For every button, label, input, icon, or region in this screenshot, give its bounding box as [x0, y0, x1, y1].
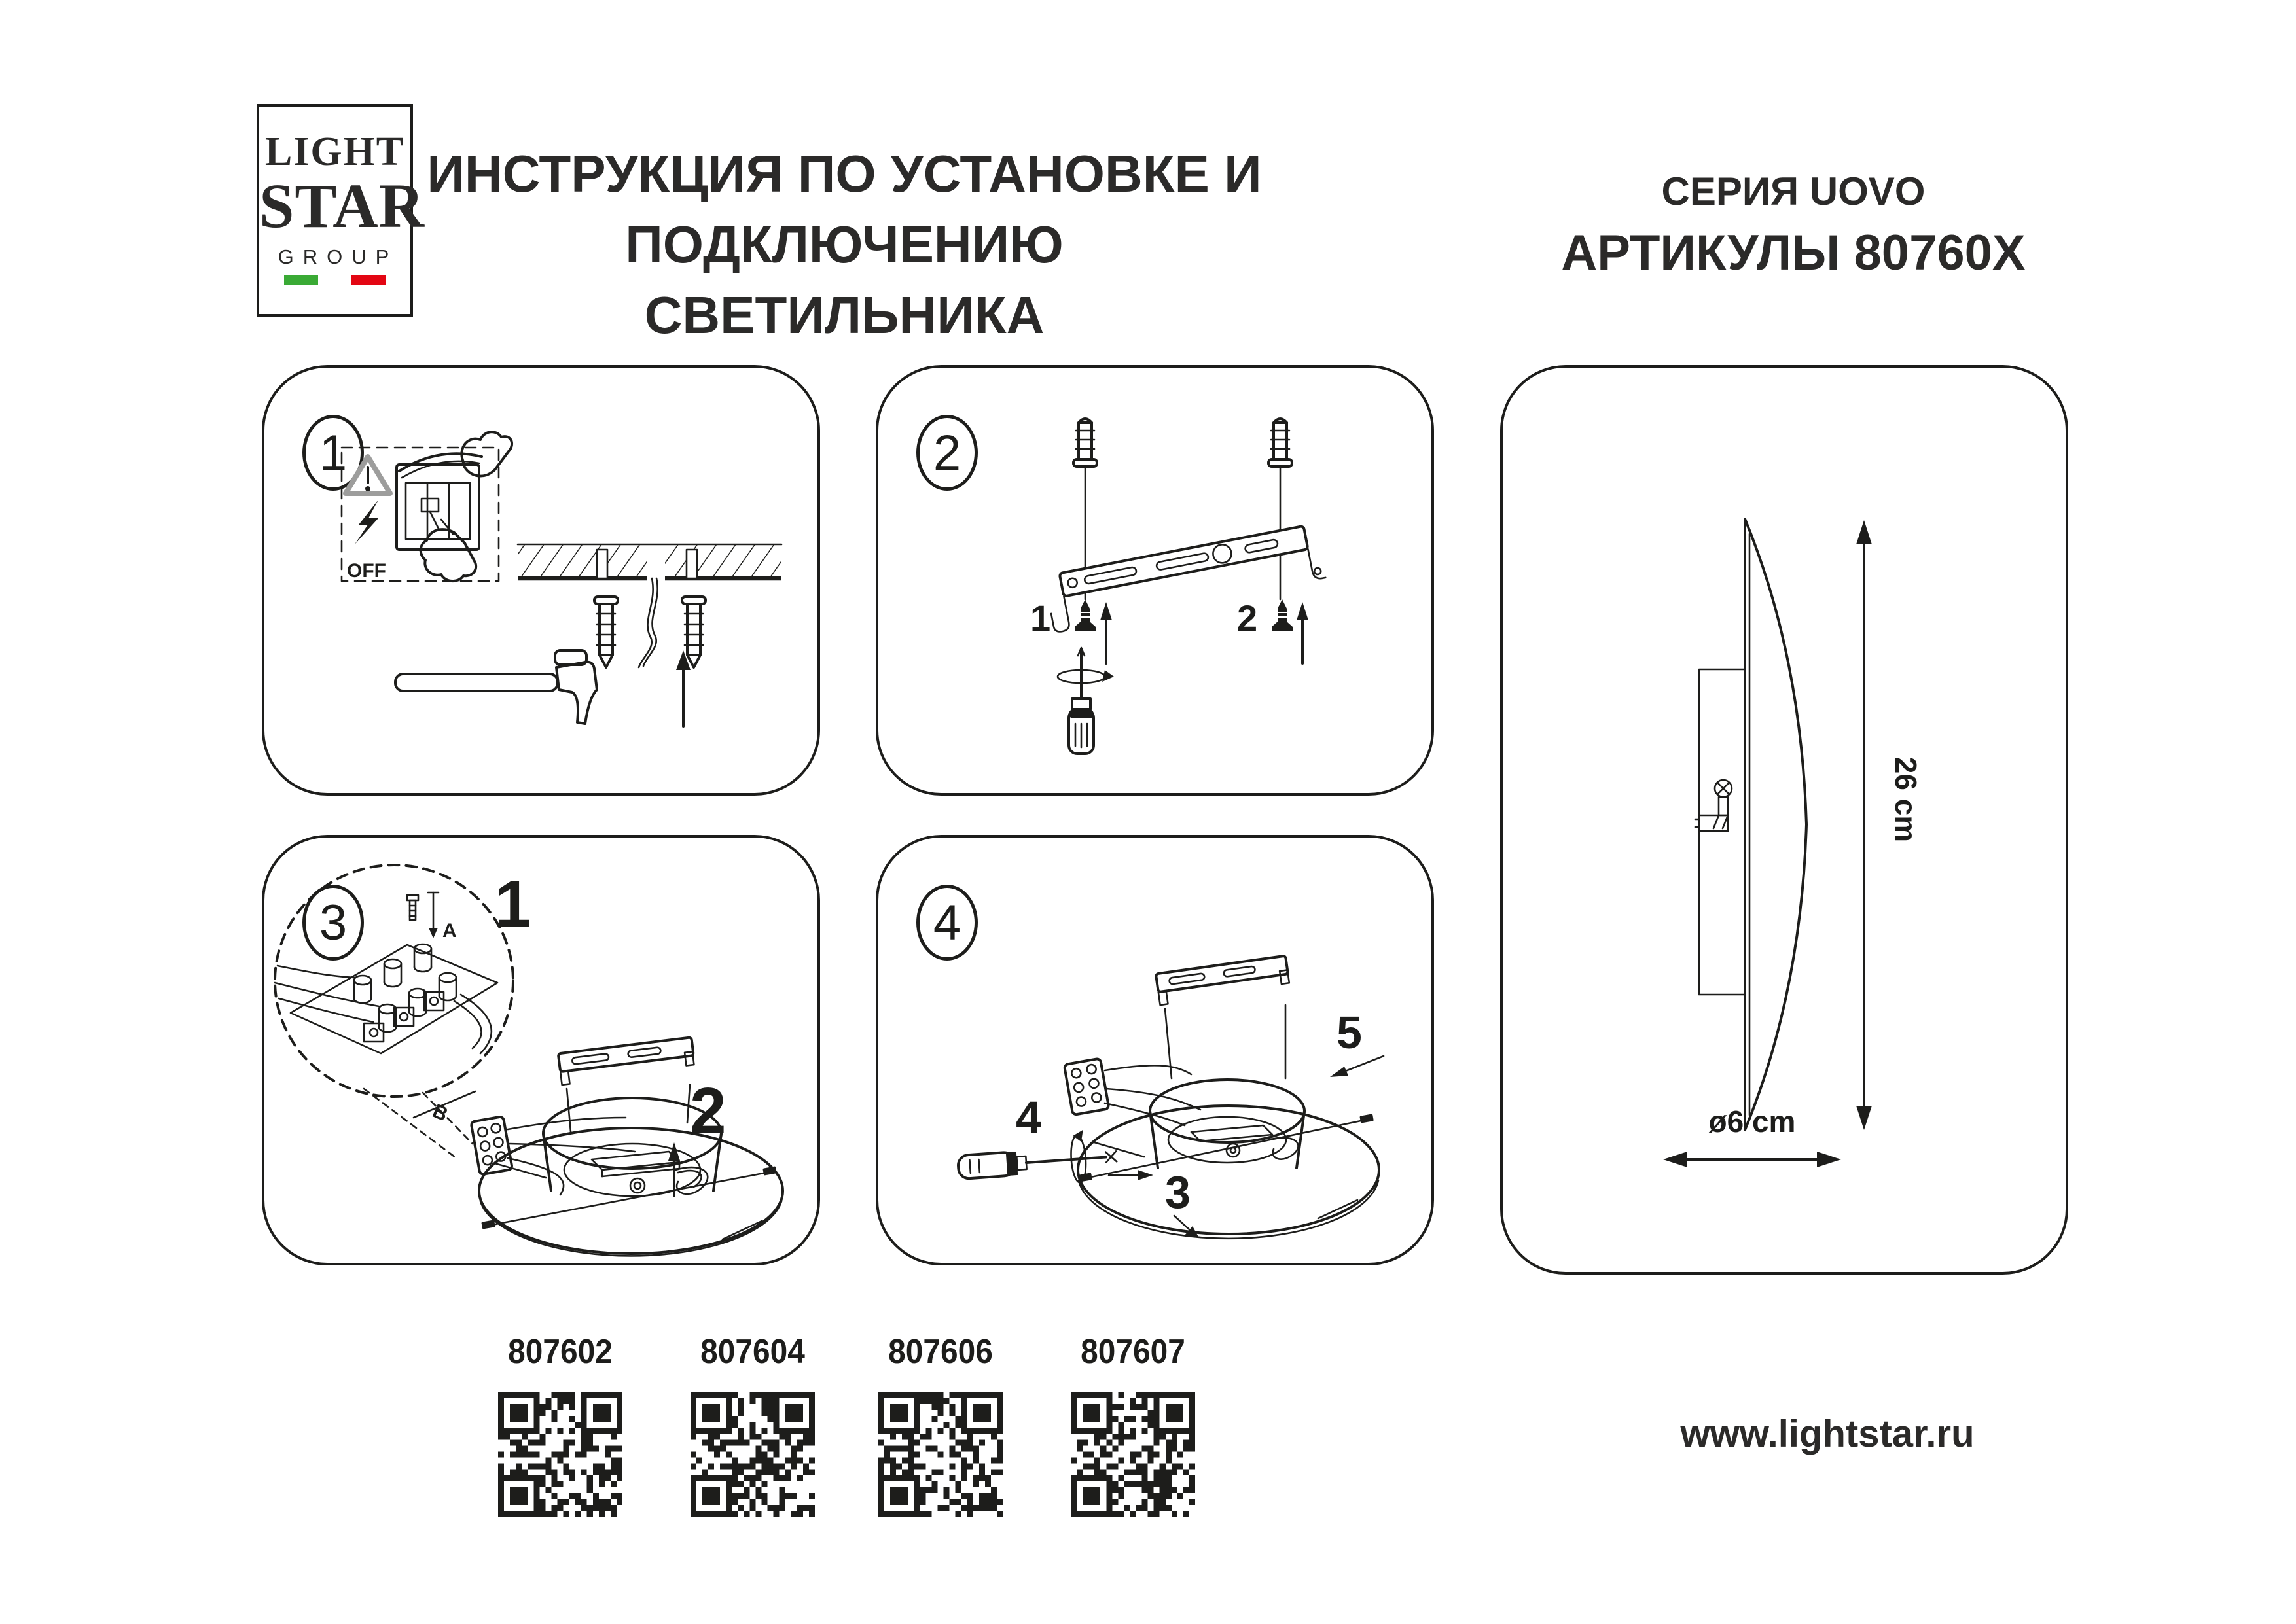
article-item: [498, 1332, 622, 1517]
lightning-icon: [355, 500, 378, 544]
lamp-side-view: [1503, 368, 2066, 1272]
article-item: [1071, 1332, 1195, 1517]
wire: [1105, 1065, 1191, 1074]
wall-plug: [1268, 419, 1292, 467]
lightstar-logo: [257, 104, 425, 317]
terminal-callout-ellipse: [275, 865, 513, 1097]
article-number: 807602: [508, 1333, 613, 1371]
logo-word-group: GROUP: [278, 245, 399, 268]
dimensions-panel: [1500, 365, 2068, 1275]
terminal-b-label: B: [429, 1100, 452, 1126]
series-name: СЕРИЯ UOVO: [1661, 169, 1926, 213]
mounting-axis: [492, 1173, 767, 1225]
off-label: OFF: [347, 560, 386, 582]
article-item: [878, 1332, 1003, 1517]
qr-code: [498, 1392, 622, 1517]
flag-white: [318, 275, 352, 285]
article-number: 807604: [700, 1333, 805, 1371]
terminal-block-detail: [275, 892, 497, 1125]
step2-illustration: [878, 368, 1431, 793]
label-4: 4: [1016, 1092, 1041, 1143]
step-4-panel: [876, 835, 1434, 1265]
screw-icon: [1075, 599, 1096, 631]
step-3-number: 3: [319, 894, 348, 951]
arrow-left-icon: [1330, 1056, 1384, 1077]
logo-word-star: STAR: [259, 171, 425, 241]
step-2-number: 2: [933, 425, 961, 481]
height-dimension-label: 26 cm: [1889, 756, 1923, 843]
step4-illustration: [878, 838, 1431, 1263]
series-block: [1558, 169, 2029, 281]
terminal-block: [1064, 1059, 1109, 1116]
qr-code: [691, 1392, 815, 1517]
diameter-dimension: [1663, 1104, 1841, 1167]
page-title: [425, 139, 1263, 351]
article-number: 807606: [888, 1333, 993, 1371]
screw2-label: 2: [1237, 597, 1258, 639]
wall-plug: [1073, 419, 1097, 467]
qr-code: [1071, 1392, 1195, 1517]
page-title-line2: ПОДКЛЮЧЕНИЮ СВЕТИЛЬНИКА: [625, 215, 1064, 344]
article-number: 807607: [1081, 1333, 1185, 1371]
wall-mount-plate: [1695, 669, 1745, 995]
warning-triangle-icon: [346, 457, 390, 493]
ceiling-drawing: [518, 540, 781, 667]
fuse-box-switch: [397, 453, 482, 550]
website-url: www.lightstar.ru: [1680, 1413, 1975, 1455]
screw-icon: [1272, 599, 1293, 631]
bracket-step-label: 2: [690, 1074, 726, 1148]
label-5: 5: [1336, 1007, 1362, 1058]
lamp-profile: [1745, 519, 1806, 1130]
mounting-bracket: [1156, 956, 1290, 1005]
series-articles-heading: АРТИКУЛЫ 80760X: [1561, 225, 2026, 281]
lamp-base: [1078, 956, 1379, 1239]
step-2-panel: [876, 365, 1434, 796]
flag-red: [351, 275, 386, 285]
italian-flag-stripe: [284, 275, 386, 285]
lamp-base: [479, 1037, 783, 1256]
hammer-icon: [395, 650, 597, 724]
screw1-label: 1: [1030, 597, 1051, 639]
arrow-up-icon: [676, 650, 691, 726]
terminal-a-label: A: [442, 920, 457, 942]
height-dimension: [1856, 520, 1923, 1130]
wall-plug: [594, 597, 618, 667]
article-item: [691, 1332, 815, 1517]
step1-illustration: [264, 368, 817, 793]
step3-illustration: [264, 838, 817, 1263]
mounting-bracket: [558, 1037, 695, 1085]
diameter-dimension-label: ø6 cm: [1708, 1104, 1796, 1139]
flag-green: [284, 275, 318, 285]
step-4-number: 4: [933, 894, 961, 951]
arrow-up-icon: [1297, 602, 1308, 663]
callout-step-label: 1: [495, 868, 531, 941]
step-1-number: 1: [319, 425, 348, 481]
step-1-panel: [262, 365, 820, 796]
qr-code: [878, 1392, 1003, 1517]
page-title-line1: ИНСТРУКЦИЯ ПО УСТАНОВКЕ И: [427, 145, 1262, 203]
arrow-up-icon: [1100, 602, 1112, 663]
power-off-warning-note: [342, 432, 512, 582]
logo-word-light: LIGHT: [264, 130, 405, 174]
label-3: 3: [1165, 1167, 1191, 1218]
step-3-panel: [262, 835, 820, 1265]
